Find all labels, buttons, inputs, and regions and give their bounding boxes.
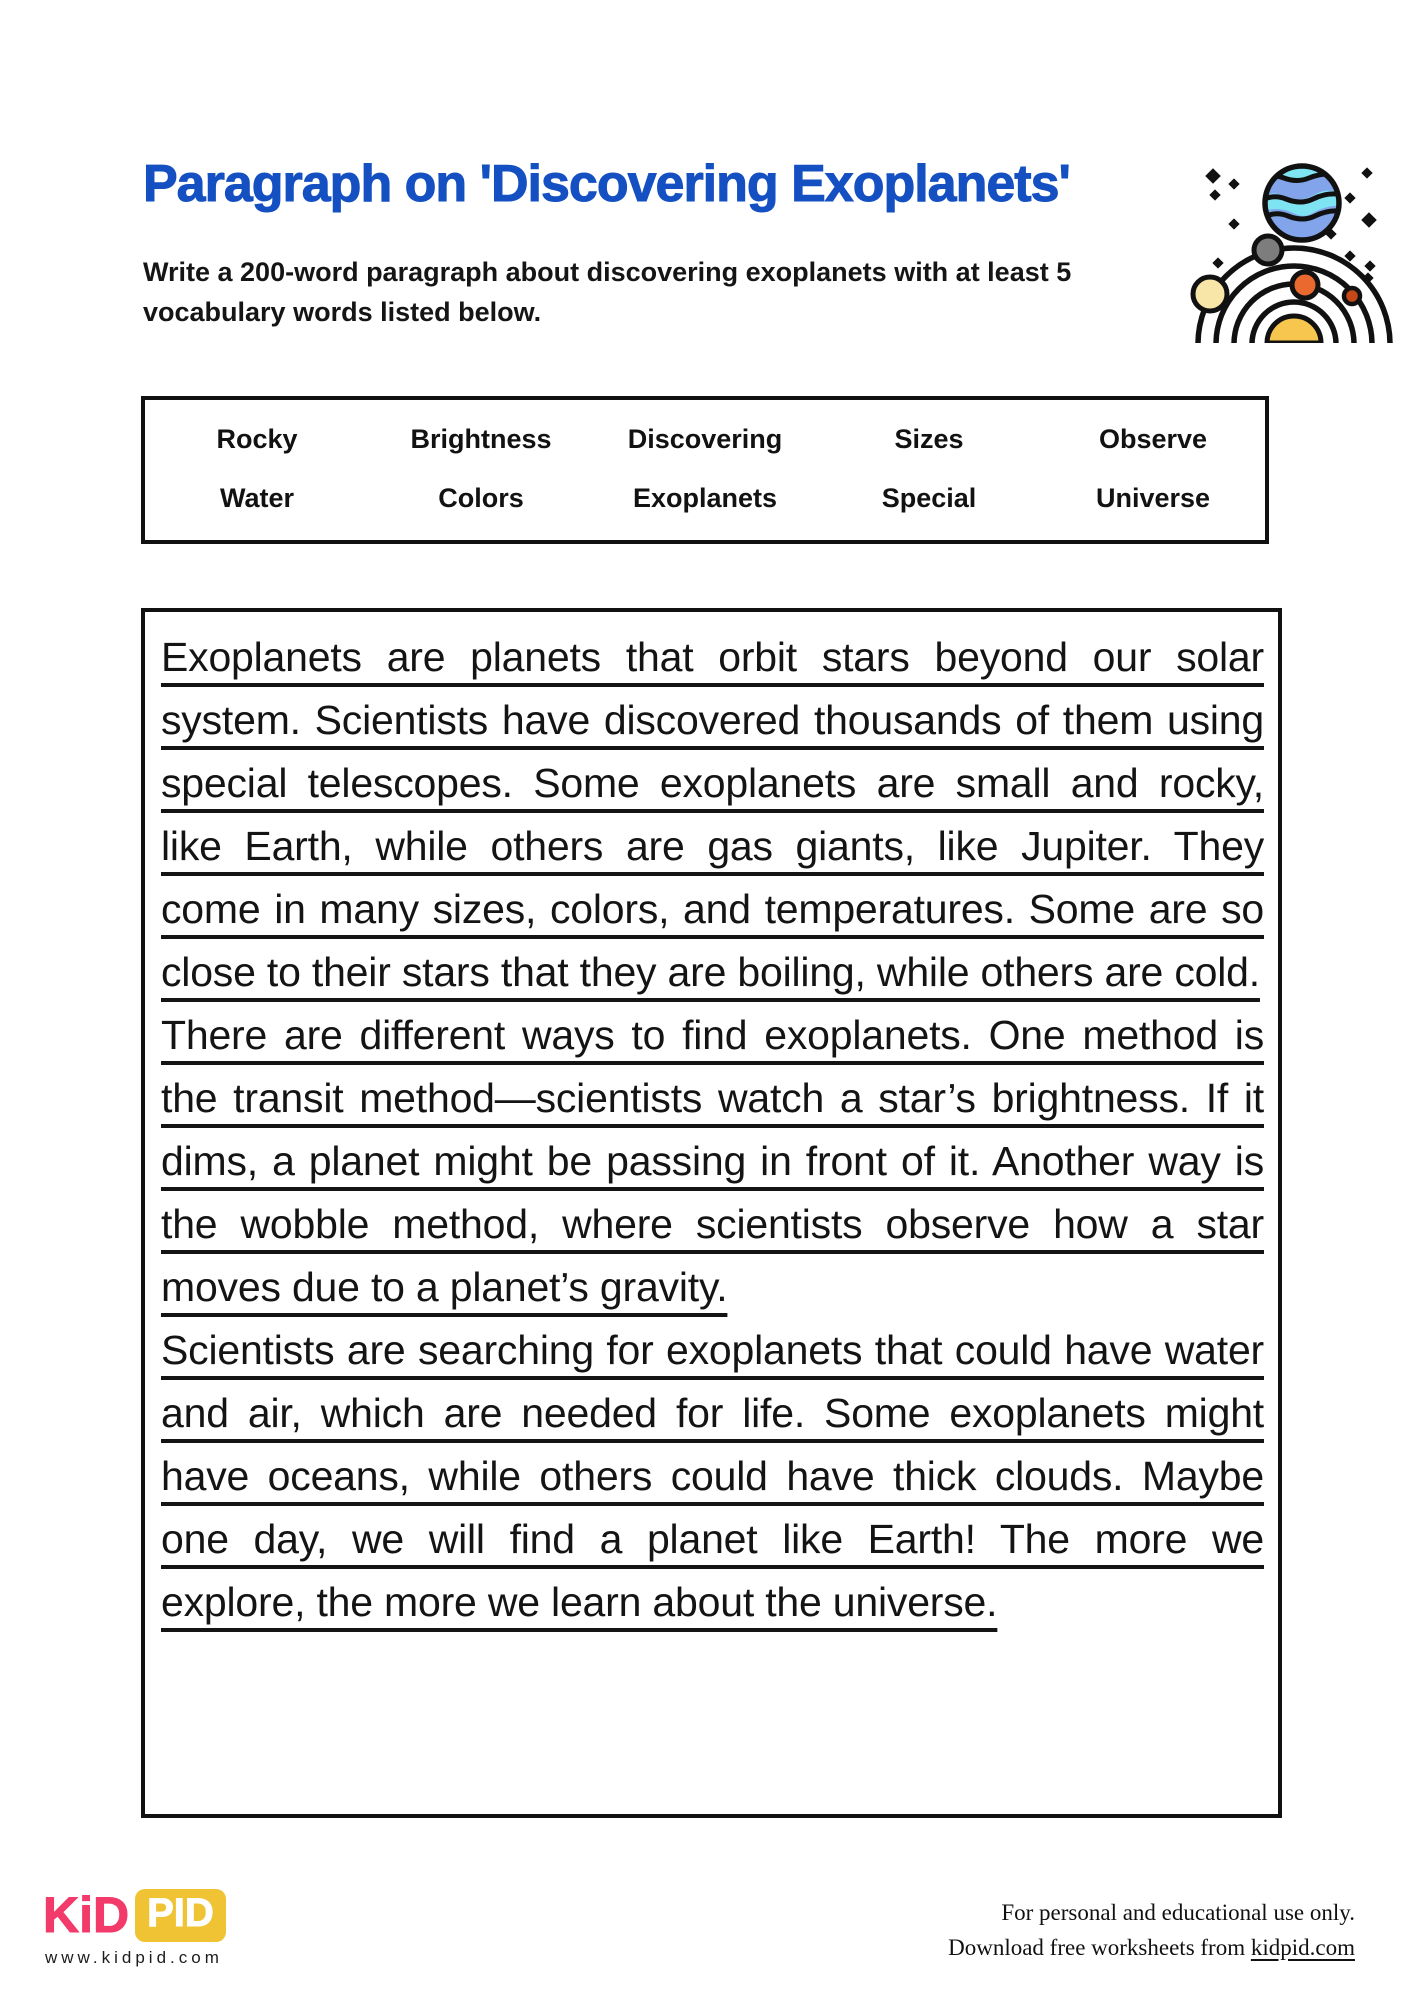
vocab-word: Water — [219, 483, 294, 513]
page-subtitle: Write a 200-word paragraph about discovering exoplanets with at least 5 vocabulary words listed below. — [143, 257, 1072, 327]
vocabulary-row — [145, 483, 1265, 514]
planet-gray-icon — [1254, 236, 1282, 264]
vocab-word: Sizes — [894, 424, 964, 454]
usage-note — [948, 1895, 1355, 1965]
solar-system-icon — [1184, 146, 1414, 386]
vocab-word: Brightness — [410, 424, 552, 454]
usage-note-line1: For personal and educational use only. — [1001, 1900, 1355, 1925]
usage-note-line2 — [948, 1930, 1355, 1965]
sun-icon — [1267, 316, 1321, 343]
essay-paragraph: Scientists are searching for exoplanets that could have water and air, which are needed for life. Some exoplanets might have oceans, while others could have thick clouds. Maybe one day, we will find a planet like Earth! The more we explore, the more we learn about the universe. — [161, 1327, 1264, 1625]
vocab-word: Universe — [1095, 483, 1211, 513]
vocab-word: Rocky — [216, 424, 298, 454]
planet-dark-orange-icon — [1344, 288, 1360, 304]
kidpid-link[interactable]: kidpid.com — [1250, 1935, 1355, 1960]
vocab-word: Special — [881, 483, 977, 513]
planet-cream-icon — [1193, 277, 1227, 311]
vocabulary-row — [145, 424, 1265, 455]
essay-paragraph: Exoplanets are planets that orbit stars beyond our solar system. Scientists have discovered thousands of them using special telescopes. Some exoplanets are small and rocky, like Earth, while others are gas giants, like Jupiter. They come in many sizes, colors, and temperatures. Some are so close to their stars that they are boiling, while others are cold. — [161, 634, 1264, 995]
logo-kid-text: KiD — [43, 1887, 130, 1943]
usage-note-line2-prefix: Download free worksheets from — [948, 1935, 1251, 1960]
kidpid-logo — [43, 1886, 226, 1944]
vocab-word: Discovering — [627, 424, 783, 454]
page-title: Paragraph on 'Discovering Exoplanets' — [143, 155, 1070, 213]
vocabulary-box — [141, 396, 1269, 544]
logo-pid-text: PID — [135, 1889, 226, 1942]
essay-paragraph: There are different ways to find exoplanets. One method is the transit method—scientists watch a star’s brightness. If it dims, a planet might be passing in front of it. Another way is the wobble method, where scientists observe how a star moves due to a planet’s gravity. — [161, 1012, 1264, 1310]
vocab-word: Exoplanets — [632, 483, 778, 513]
planet-orange-icon — [1292, 272, 1318, 298]
logo-url: www.kidpid.com — [45, 1948, 223, 1967]
vocab-word: Colors — [438, 483, 524, 513]
gas-planet-icon — [1256, 160, 1353, 246]
orbit-rings-icon — [1198, 248, 1390, 386]
vocab-word: Observe — [1098, 424, 1208, 454]
essay-box — [141, 608, 1282, 1818]
